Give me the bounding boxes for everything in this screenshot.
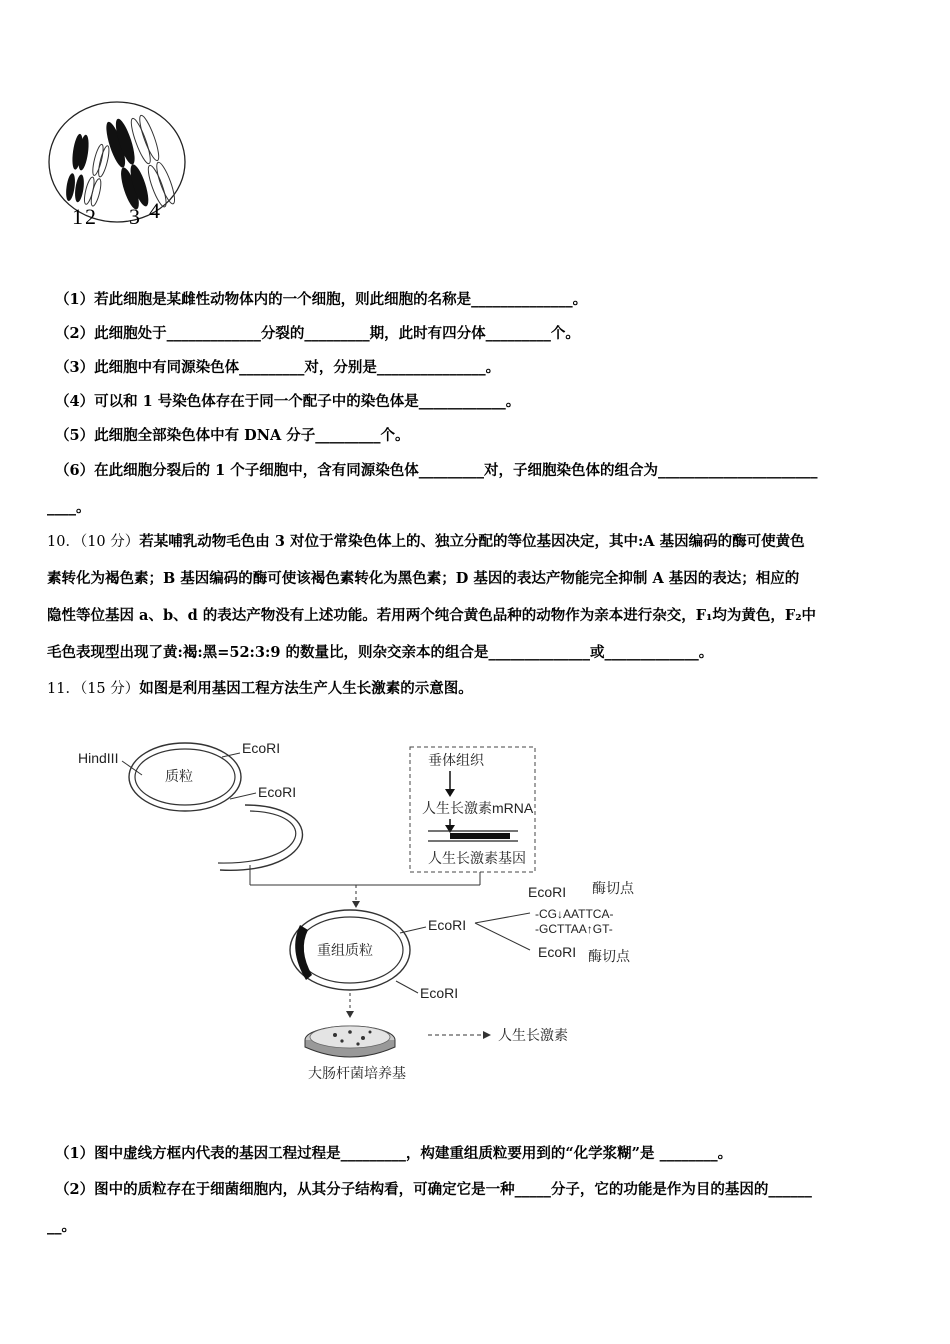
q9-part-6-cont: ____。	[47, 499, 91, 516]
plasmid-label: 质粒	[165, 768, 193, 784]
ecori-label-top-1: EcoRI	[242, 740, 281, 756]
chromosome-label-3: 3	[129, 204, 140, 229]
q11-part-2-cont: __。	[47, 1218, 76, 1235]
q10-number: 10．	[47, 534, 80, 550]
q10-text-3: 隐性等位基因 a、b、d 的表达产物没有上述功能。若用两个纯合黄色品种的动物作为亲本进行杂交，F₁均为黄色，F₂中	[47, 607, 817, 624]
cell-chromosome-figure	[45, 100, 195, 235]
q10-text-1: 若某哺乳动物毛色由 3 对位于常染色体上的、独立分配的等位基因决定，其中:A 基因编码的酶可使黄色	[139, 533, 805, 550]
q11-number: 11．	[47, 681, 80, 697]
culture-label: 大肠杆菌培养基	[308, 1065, 406, 1081]
q9-part-3: （3）此细胞中有同源染色体_________对，分别是_______________。	[55, 359, 501, 376]
q10-line-1	[47, 530, 805, 551]
ecori-label-mid: EcoRI	[428, 917, 467, 933]
mrna-label: 人生长激素mRNA	[422, 800, 534, 816]
q11-text: 如图是利用基因工程方法生产人生长激素的示意图。	[139, 680, 473, 697]
cut-plasmid	[220, 805, 302, 870]
q11-line-1	[47, 677, 473, 698]
chromosome-3	[103, 117, 152, 211]
q9-part-5: （5）此细胞全部染色体中有 DNA 分子_________个。	[55, 427, 410, 444]
sequence-top: -CG↓AATTCA-	[535, 907, 614, 921]
q10-text-2: 素转化为褐色素；B 基因编码的酶可使该褐色素转化为黑色素；D 基因的表达产物能完全抑制 A 基因的表达；相应的	[47, 570, 800, 587]
site-label-1: 酶切点	[592, 880, 634, 896]
q9-part-4: （4）可以和 1 号染色体存在于同一个配子中的染色体是____________。	[55, 393, 521, 410]
product-label: 人生长激素	[498, 1027, 568, 1043]
recombinant-label: 重组质粒	[317, 942, 373, 958]
sequence-bottom: -GCTTAA↑GT-	[535, 922, 613, 936]
gene-engineering-diagram	[70, 735, 650, 1085]
q11-part-1: （1）图中虚线方框内代表的基因工程过程是_________，构建重组质粒要用到的“化学浆糊”是 ________。	[55, 1145, 733, 1162]
hindiii-label: HindIII	[78, 750, 119, 766]
chromosome-label-4: 4	[149, 198, 160, 223]
chromosome-1	[65, 133, 91, 203]
q11-part-2: （2）图中的质粒存在于细菌细胞内，从其分子结构看，可确定它是一种_____分子，它的功能是作为目的基因的______	[55, 1181, 812, 1198]
ecori-site-label-2: EcoRI	[538, 944, 577, 960]
q10-line-3	[47, 604, 816, 625]
q9-part-6: （6）在此细胞分裂后的 1 个子细胞中，含有同源染色体_________对，子细胞染色体的组合为______________________	[55, 462, 818, 479]
gene-label: 人生长激素基因	[428, 850, 526, 866]
ecori-label-top-2: EcoRI	[258, 784, 297, 800]
q10-text-4: 毛色表现型出现了黄:褐:黑=52:3:9 的数量比，则杂交亲本的组合是______________或_____________。	[47, 644, 714, 661]
q11-points: （15 分）	[79, 681, 140, 697]
gene-bar	[428, 831, 518, 841]
chromosome-label-1: 1	[72, 204, 83, 229]
ecori-site-label-1: EcoRI	[528, 884, 567, 900]
petri-dish	[305, 1026, 395, 1057]
q9-part-1: （1）若此细胞是某雌性动物体内的一个细胞，则此细胞的名称是______________。	[55, 291, 588, 308]
ecori-label-bottom: EcoRI	[420, 985, 459, 1001]
q9-part-2: （2）此细胞处于_____________分裂的_________期，此时有四分体_________个。	[55, 325, 580, 342]
site-label-2: 酶切点	[588, 948, 630, 964]
q10-points: （10 分）	[79, 534, 140, 550]
q10-line-2	[47, 567, 799, 588]
pituitary-label: 垂体组织	[428, 752, 484, 768]
q10-line-4	[47, 641, 713, 662]
chromosome-label-2: 2	[85, 204, 96, 229]
